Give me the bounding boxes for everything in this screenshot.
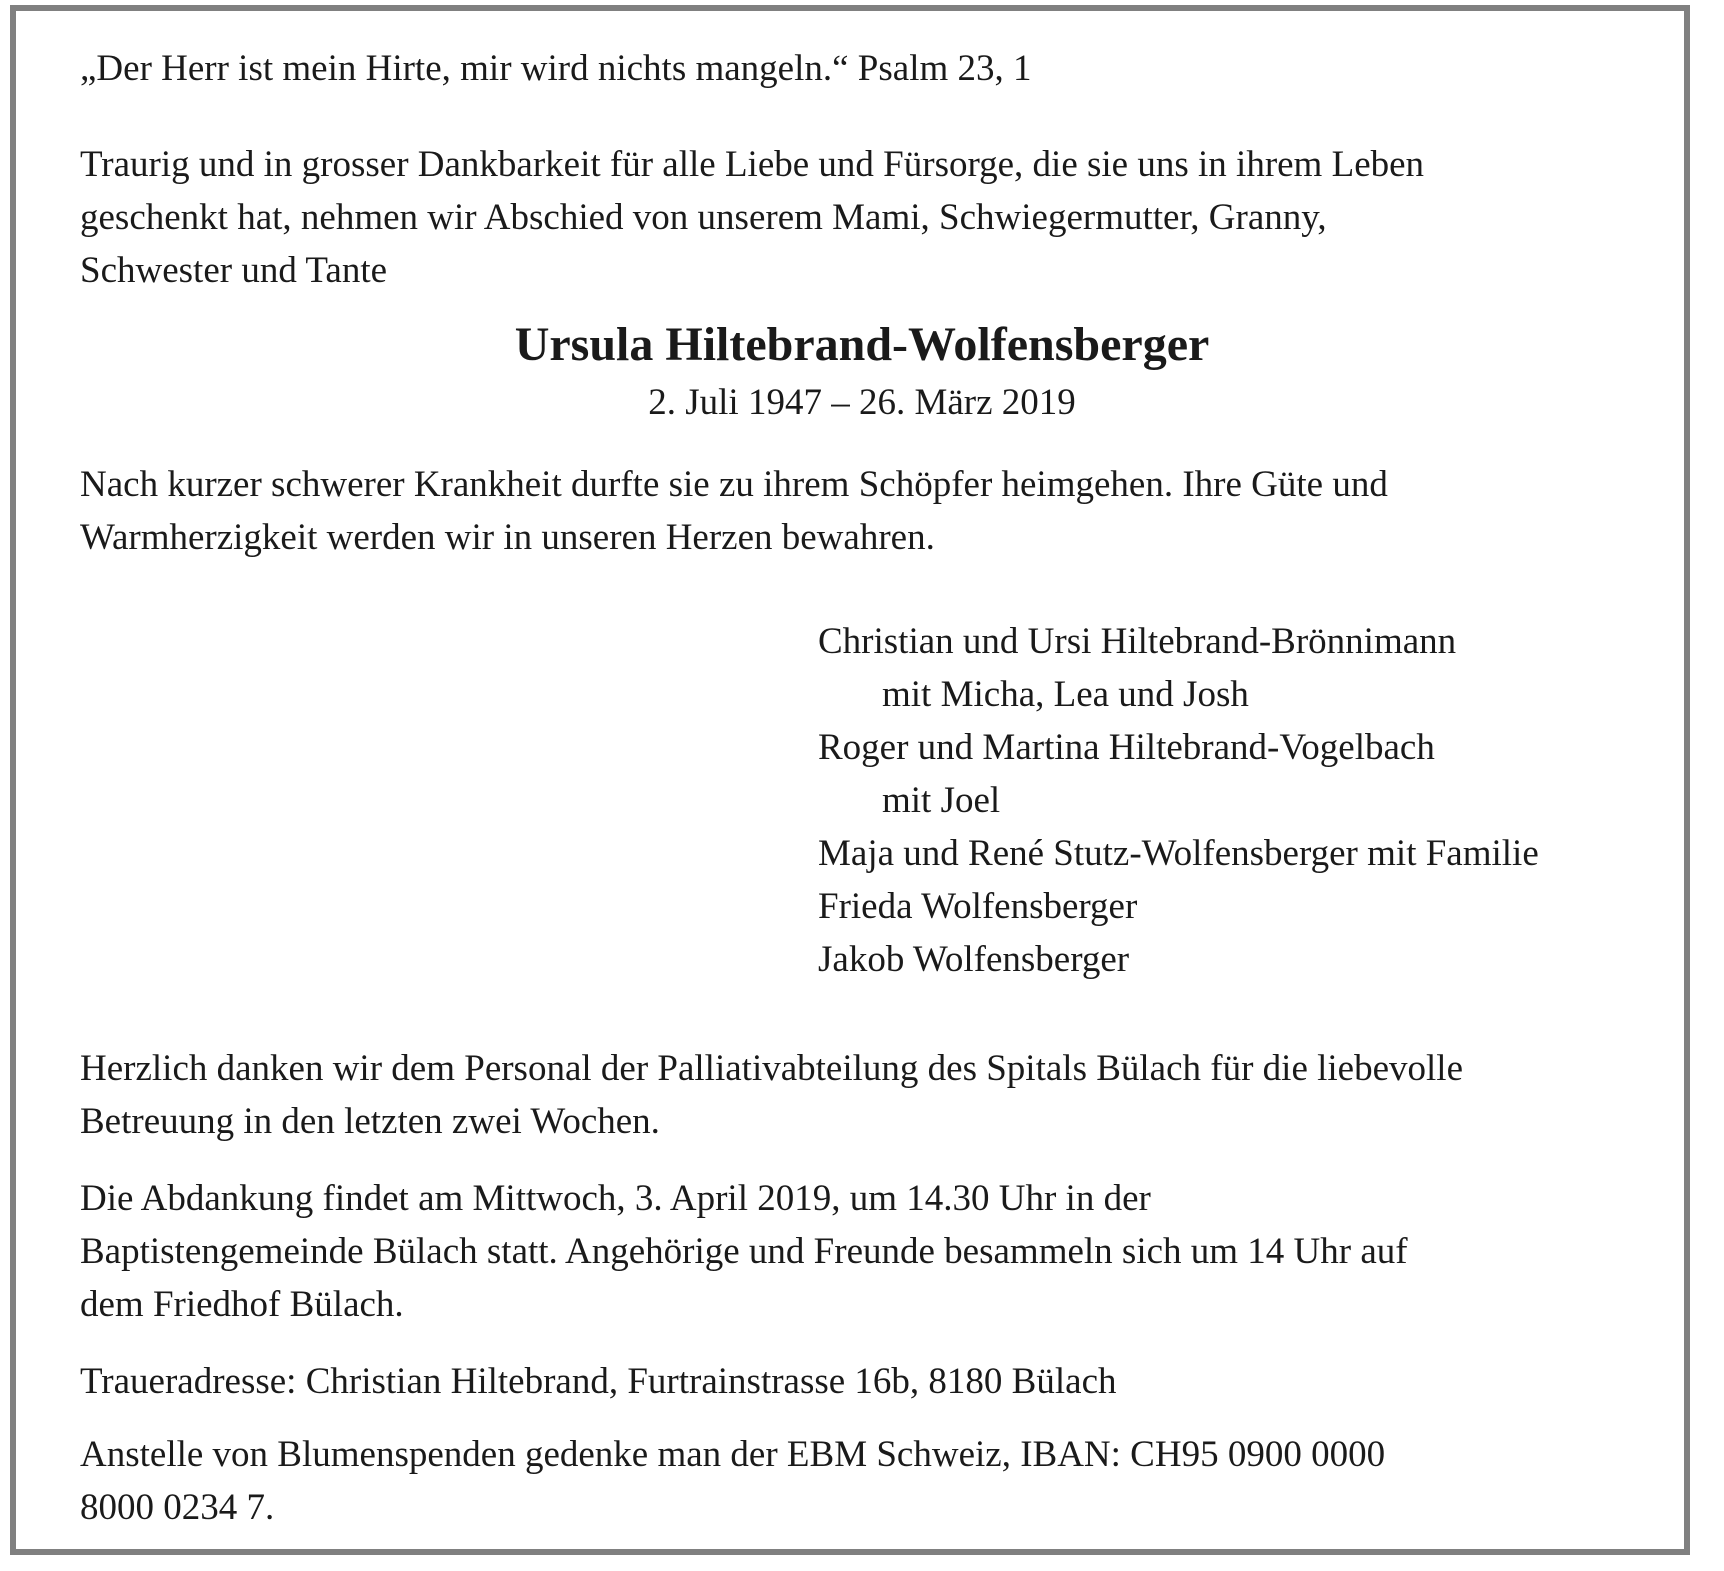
thanks-line: Herzlich danken wir dem Personal der Palliativabteilung des Spitals Bülach für die liebevolle — [80, 1048, 1464, 1089]
intro-paragraph — [80, 138, 1424, 297]
passing-line: Nach kurzer schwerer Krankheit durfte sie zu ihrem Schöpfer heimgehen. Ihre Güte und — [80, 464, 1388, 505]
ceremony-line: dem Friedhof Bülach. — [80, 1284, 404, 1325]
thanks-paragraph — [80, 1042, 1463, 1148]
donation-line: 8000 0234 7. — [80, 1487, 275, 1528]
psalm-quote: „Der Herr ist mein Hirte, mir wird nichts mangeln.“ Psalm 23, 1 — [80, 48, 1032, 89]
mourner-entry: Roger und Martina Hiltebrand-Vogelbach — [818, 727, 1435, 768]
intro-line: Schwester und Tante — [80, 250, 388, 291]
mourner-entry: Christian und Ursi Hiltebrand-Brönnimann — [818, 621, 1457, 662]
deceased-name: Ursula Hiltebrand-Wolfensberger — [514, 318, 1210, 371]
intro-line: geschenkt hat, nehmen wir Abschied von unserem Mami, Schwiegermutter, Granny, — [80, 197, 1327, 238]
mourner-entry: mit Joel — [882, 780, 1001, 821]
mourner-entry: Maja und René Stutz-Wolfensberger mit Familie — [818, 833, 1539, 874]
passing-paragraph — [80, 458, 1388, 564]
passing-line: Warmherzigkeit werden wir in unseren Herzen bewahren. — [80, 517, 935, 558]
life-dates: 2. Juli 1947 – 26. März 2019 — [648, 382, 1076, 423]
mourner-entry: Frieda Wolfensberger — [818, 886, 1138, 927]
mourner-entry: mit Micha, Lea und Josh — [882, 674, 1249, 715]
ceremony-line: Baptistengemeinde Bülach statt. Angehörige und Freunde besammeln sich um 14 Uhr auf — [80, 1231, 1408, 1272]
thanks-line: Betreuung in den letzten zwei Wochen. — [80, 1101, 660, 1142]
condolence-address: Traueradresse: Christian Hiltebrand, Furtrainstrasse 16b, 8180 Bülach — [80, 1361, 1117, 1402]
ceremony-line: Die Abdankung findet am Mittwoch, 3. April 2019, um 14.30 Uhr in der — [80, 1178, 1151, 1219]
mourners-list — [818, 615, 1539, 986]
donation-paragraph — [80, 1428, 1385, 1534]
donation-line: Anstelle von Blumenspenden gedenke man der EBM Schweiz, IBAN: CH95 0900 0000 — [80, 1434, 1386, 1475]
intro-line: Traurig und in grosser Dankbarkeit für alle Liebe und Fürsorge, die sie uns in ihrem Leben — [80, 144, 1425, 185]
mourner-entry: Jakob Wolfensberger — [818, 939, 1130, 980]
ceremony-paragraph — [80, 1172, 1408, 1331]
